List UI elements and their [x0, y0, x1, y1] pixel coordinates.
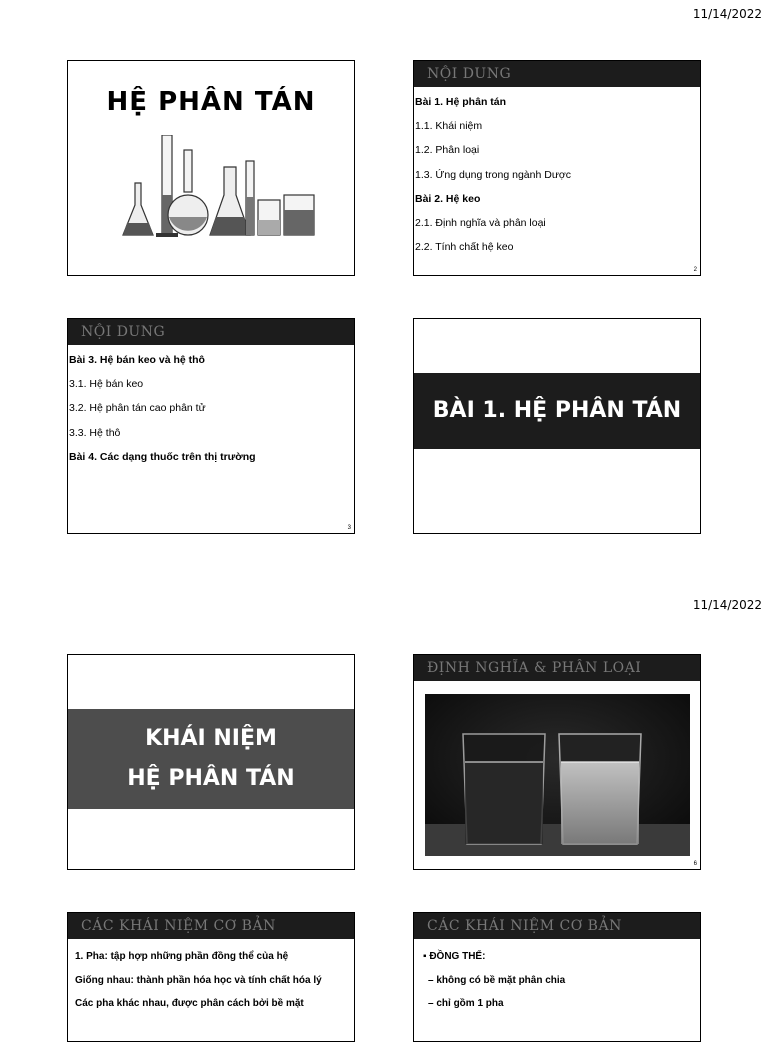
slide-noi-dung-2 — [67, 318, 355, 534]
list-item: Bài 2. Hệ keo — [415, 192, 481, 205]
slide-title-he-phan-tan — [67, 60, 355, 276]
page-date-bottom: 11/14/2022 — [692, 598, 762, 612]
slide-title: HỆ PHÂN TÁN — [106, 87, 316, 117]
slide-page-number: 3 — [347, 525, 351, 531]
section-band — [68, 709, 354, 809]
slide-dinh-nghia — [413, 654, 701, 870]
list-item: 2.2. Tính chất hệ keo — [415, 241, 514, 254]
section-title: BÀI 1. HỆ PHÂN TÁN — [432, 398, 682, 423]
list-item: Bài 1. Hệ phân tán — [415, 96, 507, 108]
slide-khai-niem-co-ban-2 — [413, 912, 701, 1042]
slide-bai-1 — [413, 318, 701, 534]
slide-header: NỘI DUNG — [414, 61, 700, 87]
section-band — [414, 373, 700, 449]
lab-glassware-image — [120, 135, 320, 245]
slide-header: ĐỊNH NGHĨA & PHÂN LOẠI — [414, 655, 700, 681]
list-item: 1. Pha: tập hợp những phần đồng thể của hệ — [75, 951, 289, 962]
list-item: Các pha khác nhau, được phân cách bởi bề mặt — [75, 998, 304, 1009]
slide-noi-dung-1 — [413, 60, 701, 276]
slide-header: CÁC KHÁI NIỆM CƠ BẢN — [68, 913, 354, 939]
slide-khai-niem — [67, 654, 355, 870]
slide-page-number: 2 — [693, 267, 697, 273]
list-item: ▪ ĐỒNG THỂ: — [423, 951, 486, 962]
slide-header: CÁC KHÁI NIỆM CƠ BẢN — [414, 913, 700, 939]
list-item: – không có bề mặt phân chia — [428, 974, 566, 986]
beakers-photo — [425, 694, 690, 856]
section-title-line1: KHÁI NIỆM — [145, 726, 277, 751]
list-item: Bài 4. Các dạng thuốc trên thị trường — [69, 450, 256, 463]
slide-khai-niem-co-ban-1 — [67, 912, 355, 1042]
list-item: 1.3. Ứng dụng trong ngành Dược — [415, 168, 571, 181]
page-date-top: 11/14/2022 — [692, 7, 762, 21]
section-title-line2: HỆ PHÂN TÁN — [127, 766, 295, 791]
slide-page-number: 6 — [693, 861, 697, 867]
list-item: Giống nhau: thành phần hóa học và tính chất hóa lý — [75, 974, 322, 986]
list-item: 2.1. Định nghĩa và phân loại — [415, 216, 546, 229]
list-item: 3.1. Hệ bán keo — [69, 378, 144, 391]
list-item: Bài 3. Hệ bán keo và hệ thô — [69, 354, 205, 366]
list-item: 3.3. Hệ thô — [69, 426, 121, 439]
list-item: – chỉ gồm 1 pha — [428, 998, 504, 1009]
slide-header: NỘI DUNG — [68, 319, 354, 345]
list-item: 3.2. Hệ phân tán cao phân tử — [69, 402, 206, 415]
list-item: 1.2. Phân loại — [415, 144, 480, 157]
list-item: 1.1. Khái niệm — [415, 120, 483, 133]
